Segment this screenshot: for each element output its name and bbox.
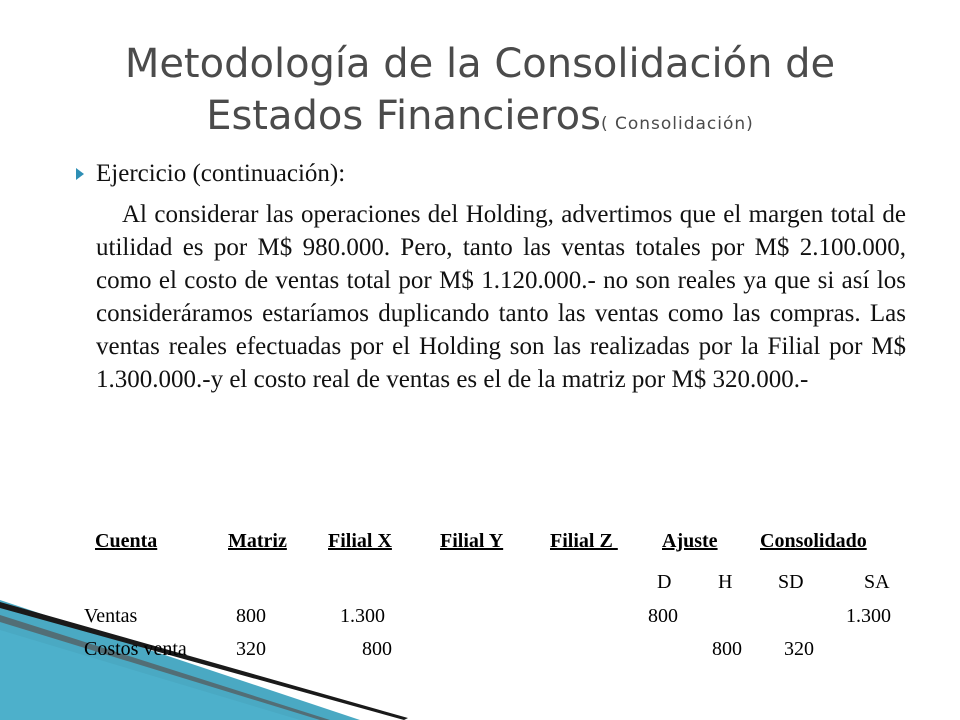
row-costos-label: Costos venta <box>84 638 187 660</box>
row-costos-matriz: 320 <box>236 638 266 660</box>
bullet-arrow-icon <box>76 168 84 180</box>
row-ventas-filial-x: 1.300 <box>340 605 385 627</box>
col-header-ajuste: Ajuste <box>662 530 718 552</box>
col-header-matriz: Matriz <box>228 530 287 552</box>
slide-title <box>0 38 960 150</box>
corner-decoration <box>0 560 420 720</box>
bullet-text: Ejercicio (continuación): <box>96 160 346 187</box>
title-line-2: Estados Financieros <box>206 93 601 139</box>
subheader-sa: SA <box>864 571 890 593</box>
row-costos-filial-x: 800 <box>362 638 392 660</box>
row-ventas-consolidado-sa: 1.300 <box>846 605 891 627</box>
subheader-h: H <box>718 571 733 593</box>
exercise-paragraph: Al considerar las operaciones del Holding, advertimos que el margen total de utilidad es por M$ 980.000. Pero, tanto las ventas totales por M$ 2.100.000, como el costo de ventas total por M$ 1.120.000.- no son reales ya que si así los consideráramos estaríamos duplicando tanto las ventas como las compras. Las ventas reales efectuadas por el Holding son las realizadas por la Filial por M$ 1.300.000.-y el costo real de ventas es el de la matriz por M$ 320.000.- <box>96 201 906 393</box>
subheader-d: D <box>657 571 672 593</box>
row-ventas-label: Ventas <box>84 605 138 627</box>
row-costos-consolidado-sd: 320 <box>784 638 814 660</box>
subheader-sd: SD <box>778 571 804 593</box>
row-ventas-ajuste-d: 800 <box>648 605 678 627</box>
col-header-consolidado: Consolidado <box>760 530 867 552</box>
bullet-item <box>76 160 345 188</box>
row-costos-ajuste-h: 800 <box>712 638 742 660</box>
title-suffix: ( Consolidación) <box>600 114 754 134</box>
row-ventas-matriz: 800 <box>236 605 266 627</box>
col-header-filial-x: Filial X <box>328 530 392 552</box>
col-header-filial-y: Filial Y <box>440 530 504 552</box>
col-header-cuenta: Cuenta <box>95 530 158 552</box>
col-header-filial-z: Filial Z <box>550 530 618 552</box>
title-line-1: Metodología de la Consolidación de <box>124 41 836 87</box>
